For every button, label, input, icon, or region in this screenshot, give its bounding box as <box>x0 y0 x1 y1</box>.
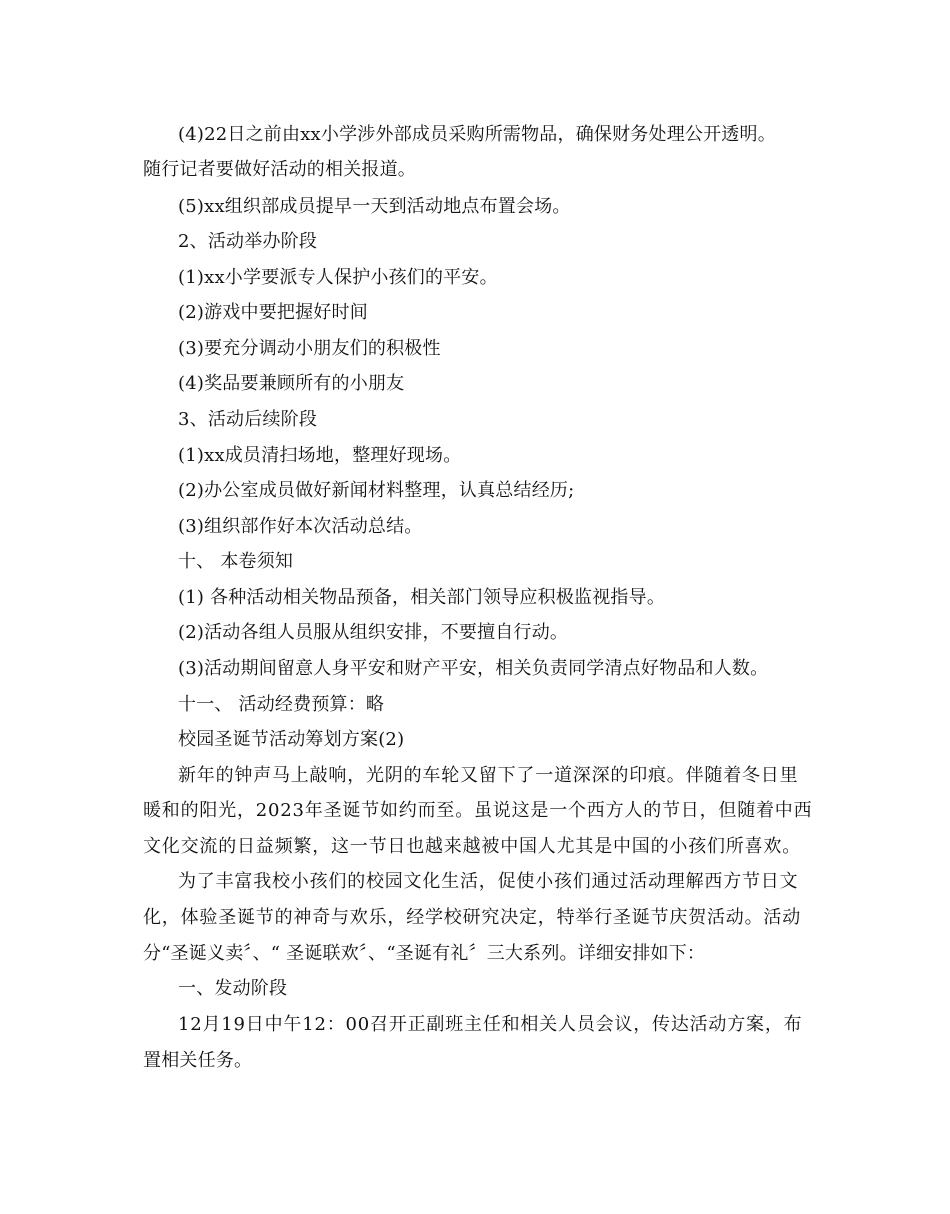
list-item: (2)办公室成员做好新闻材料整理，认真总结经历; <box>178 480 575 501</box>
list-item: (1)xx成员清扫场地，整理好现场。 <box>178 445 462 466</box>
list-item: (3)组织部作好本次活动总结。 <box>178 516 423 537</box>
section-heading-2: 2、活动举办阶段 <box>178 231 318 252</box>
list-item: (3)活动期间留意人身平安和财产平安，相关负责同学清点好物品和人数。 <box>178 658 769 679</box>
list-item: (2)游戏中要把握好时间 <box>178 302 368 323</box>
paragraph-line: 新年的钟声马上敲响，光阴的车轮又留下了一道深深的印痕。伴随着冬日里 <box>178 765 799 786</box>
paragraph-line: 文化交流的日益频繁，这一节日也越来越被中国人尤其是中国的小孩们所喜欢。 <box>143 836 801 857</box>
list-item: (1) 各种活动相关物品预备，相关部门领导应积极监视指导。 <box>178 587 666 608</box>
paragraph-line: 置相关任务。 <box>143 1050 253 1071</box>
list-item: (4)奖品要兼顾所有的小朋友 <box>178 373 405 394</box>
paragraph-line-3: (5)xx组织部成员提早一天到活动地点布置会场。 <box>178 196 571 217</box>
paragraph-line-2: 随行记者要做好活动的相关报道。 <box>143 159 416 180</box>
paragraph-line: 12月19日中午12：00召开正副班主任和相关人员会议，传达活动方案，布 <box>178 1014 803 1035</box>
section-heading-3: 3、活动后续阶段 <box>178 409 318 430</box>
paragraph-line-1: (4)22日之前由xx小学涉外部成员采购所需物品，确保财务处理公开透明。 <box>178 124 776 145</box>
section-heading-eleven: 十一、 活动经费预算：略 <box>178 694 385 715</box>
section-heading-one: 一、发动阶段 <box>178 978 288 999</box>
section-heading-ten: 十、 本卷须知 <box>178 551 294 572</box>
list-item: (1)xx小学要派专人保护小孩们的平安。 <box>178 267 498 288</box>
paragraph-line: 化，体验圣诞节的神奇与欢乐，经学校研究决定，特举行圣诞节庆贺活动。活动 <box>143 907 801 928</box>
paragraph-line: 为了丰富我校小孩们的校园文化生活，促使小孩们通过活动理解西方节日文 <box>178 871 799 892</box>
document-subtitle: 校园圣诞节活动筹划方案(2) <box>178 729 405 750</box>
paragraph-line: 分“圣诞义卖〞、“ 圣诞联欢〞、“圣诞有礼〞三大系列。详细安排如下： <box>143 943 706 964</box>
list-item: (3)要充分调动小朋友们的积极性 <box>178 338 441 359</box>
list-item: (2)活动各组人员服从组织安排，不要擅自行动。 <box>178 622 569 643</box>
paragraph-line: 暖和的阳光，2023年圣诞节如约而至。虽说这是一个西方人的节日，但随着中西 <box>143 800 813 821</box>
